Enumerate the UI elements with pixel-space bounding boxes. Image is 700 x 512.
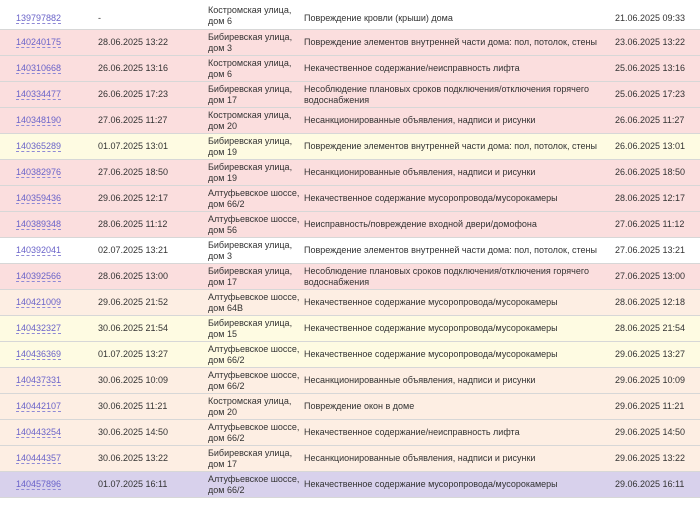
description-cell: Несоблюдение плановых сроков подключения/отключения горячего водоснабжения	[304, 265, 589, 287]
created-date-cell: 27.06.2025 18:50	[98, 167, 169, 177]
due-date-cell: 29.06.2025 11:21	[615, 401, 685, 411]
address-cell: Алтуфьевское шоссе, дом 66/2	[208, 421, 300, 443]
table-row	[0, 134, 700, 160]
due-date-cell: 28.06.2025 12:17	[615, 193, 686, 203]
request-id-link[interactable]: 140359436	[16, 193, 62, 203]
due-date-cell: 23.06.2025 13:22	[615, 37, 686, 47]
due-date-cell: 29.06.2025 14:50	[615, 427, 686, 437]
due-date-cell: 26.06.2025 11:27	[615, 115, 685, 125]
description-cell: Несанкционированные объявления, надписи и рисунки	[304, 375, 536, 385]
request-id-cell	[16, 316, 92, 341]
description-cell: Некачественное содержание мусоропровода/мусорокамеры	[304, 479, 558, 489]
address-cell: Бибиревская улица, дом 17	[208, 265, 293, 287]
created-date-cell: -	[98, 13, 101, 23]
due-date-cell: 28.06.2025 12:18	[615, 297, 686, 307]
request-id-link[interactable]: 140382976	[16, 167, 62, 177]
request-id-cell	[16, 108, 92, 133]
table-row	[0, 472, 700, 498]
created-date-cell: 30.06.2025 13:22	[98, 453, 169, 463]
request-id-link[interactable]: 140392041	[16, 245, 62, 255]
created-date-cell: 26.06.2025 13:16	[98, 63, 169, 73]
table-row	[0, 160, 700, 186]
request-id-cell	[16, 342, 92, 367]
table-row	[0, 82, 700, 108]
created-date-cell: 29.06.2025 21:52	[98, 297, 169, 307]
address-cell: Костромская улица, дом 6	[208, 5, 292, 26]
due-date-cell: 27.06.2025 13:21	[615, 245, 686, 255]
description-cell: Повреждение элементов внутренней части дома: пол, потолок, стены	[304, 245, 597, 255]
request-id-link[interactable]: 140365289	[16, 141, 62, 151]
due-date-cell: 26.06.2025 13:01	[615, 141, 686, 151]
address-cell: Бибиревская улица, дом 15	[208, 317, 293, 339]
request-id-link[interactable]: 140432327	[16, 323, 62, 333]
table-row	[0, 108, 700, 134]
created-date-cell: 30.06.2025 11:21	[98, 401, 168, 411]
request-id-link[interactable]: 139797882	[16, 13, 62, 23]
request-id-link[interactable]: 140334477	[16, 89, 62, 99]
description-cell: Некачественное содержание мусоропровода/мусорокамеры	[304, 323, 558, 333]
created-date-cell: 26.06.2025 17:23	[98, 89, 169, 99]
created-date-cell: 28.06.2025 11:12	[98, 219, 168, 229]
description-cell: Некачественное содержание/неисправность лифта	[304, 427, 520, 437]
created-date-cell: 30.06.2025 10:09	[98, 375, 169, 385]
due-date-cell: 29.06.2025 13:27	[615, 349, 686, 359]
address-cell: Алтуфьевское шоссе, дом 64В	[208, 291, 300, 313]
description-cell: Некачественное содержание/неисправность лифта	[304, 63, 520, 73]
address-cell: Алтуфьевское шоссе, дом 56	[208, 213, 300, 235]
request-id-link[interactable]: 140444357	[16, 453, 62, 463]
table-row	[0, 238, 700, 264]
description-cell: Несанкционированные объявления, надписи и рисунки	[304, 115, 536, 125]
created-date-cell: 30.06.2025 21:54	[98, 323, 169, 333]
address-cell: Бибиревская улица, дом 17	[208, 83, 293, 105]
request-id-cell	[16, 30, 92, 55]
table-row	[0, 212, 700, 238]
description-cell: Повреждение элементов внутренней части дома: пол, потолок, стены	[304, 141, 597, 151]
table-row	[0, 342, 700, 368]
due-date-cell: 25.06.2025 17:23	[615, 89, 686, 99]
address-cell: Алтуфьевское шоссе, дом 66/2	[208, 187, 300, 209]
table-row	[0, 30, 700, 56]
description-cell: Неисправность/повреждение входной двери/домофона	[304, 219, 537, 229]
description-cell: Повреждение кровли (крыши) дома	[304, 13, 453, 23]
request-id-cell	[16, 212, 92, 237]
address-cell: Костромская улица, дом 20	[208, 109, 292, 131]
request-id-link[interactable]: 140240175	[16, 37, 62, 47]
request-id-cell	[16, 446, 92, 471]
request-id-cell	[16, 264, 92, 289]
table-row	[0, 420, 700, 446]
request-id-cell	[16, 160, 92, 185]
due-date-cell: 29.06.2025 10:09	[615, 375, 686, 385]
due-date-cell: 26.06.2025 18:50	[615, 167, 686, 177]
created-date-cell: 30.06.2025 14:50	[98, 427, 169, 437]
request-id-cell	[16, 186, 92, 211]
created-date-cell: 02.07.2025 13:21	[98, 245, 169, 255]
address-cell: Бибиревская улица, дом 3	[208, 239, 293, 261]
table-row	[0, 56, 700, 82]
table-row	[0, 368, 700, 394]
table-row	[0, 446, 700, 472]
created-date-cell: 01.07.2025 16:11	[98, 479, 168, 489]
request-id-cell	[16, 82, 92, 107]
request-id-link[interactable]: 140443254	[16, 427, 62, 437]
address-cell: Бибиревская улица, дом 19	[208, 135, 293, 157]
request-id-cell	[16, 134, 92, 159]
address-cell: Алтуфьевское шоссе, дом 66/2	[208, 369, 300, 391]
description-cell: Несанкционированные объявления, надписи и рисунки	[304, 453, 536, 463]
table-row	[0, 186, 700, 212]
request-id-link[interactable]: 140457896	[16, 479, 62, 489]
description-cell: Повреждение окон в доме	[304, 401, 415, 411]
table-row	[0, 264, 700, 290]
request-id-cell	[16, 368, 92, 393]
address-cell: Бибиревская улица, дом 17	[208, 447, 293, 469]
created-date-cell: 27.06.2025 11:27	[98, 115, 168, 125]
request-id-link[interactable]: 140436369	[16, 349, 62, 359]
table-row	[0, 290, 700, 316]
request-id-cell	[16, 56, 92, 81]
description-cell: Несоблюдение плановых сроков подключения/отключения горячего водоснабжения	[304, 83, 589, 105]
table-row	[0, 316, 700, 342]
due-date-cell: 28.06.2025 21:54	[615, 323, 686, 333]
address-cell: Алтуфьевское шоссе, дом 66/2	[208, 473, 300, 495]
request-id-cell	[16, 290, 92, 315]
description-cell: Некачественное содержание мусоропровода/мусорокамеры	[304, 297, 558, 307]
request-id-link[interactable]: 140348190	[16, 115, 62, 125]
created-date-cell: 28.06.2025 13:00	[98, 271, 169, 281]
request-id-link[interactable]: 140421009	[16, 297, 62, 307]
due-date-cell: 29.06.2025 13:22	[615, 453, 686, 463]
request-id-link[interactable]: 140310668	[16, 63, 62, 73]
address-cell: Костромская улица, дом 20	[208, 395, 292, 417]
request-id-cell	[16, 394, 92, 419]
due-date-cell: 27.06.2025 11:12	[615, 219, 685, 229]
due-date-cell: 21.06.2025 09:33	[615, 13, 686, 23]
request-id-link[interactable]: 140442107	[16, 401, 62, 411]
request-id-cell	[16, 420, 92, 445]
table-row	[0, 0, 700, 30]
description-cell: Некачественное содержание мусоропровода/мусорокамеры	[304, 193, 558, 203]
created-date-cell: 01.07.2025 13:27	[98, 349, 169, 359]
due-date-cell: 29.06.2025 16:11	[615, 479, 685, 489]
request-id-link[interactable]: 140392566	[16, 271, 62, 281]
request-id-cell	[16, 472, 92, 497]
created-date-cell: 29.06.2025 12:17	[98, 193, 169, 203]
address-cell: Костромская улица, дом 6	[208, 57, 292, 79]
request-id-cell	[16, 0, 92, 29]
description-cell: Несанкционированные объявления, надписи и рисунки	[304, 167, 536, 177]
table-row	[0, 394, 700, 420]
created-date-cell: 01.07.2025 13:01	[98, 141, 169, 151]
created-date-cell: 28.06.2025 13:22	[98, 37, 169, 47]
request-id-link[interactable]: 140437331	[16, 375, 62, 385]
address-cell: Бибиревская улица, дом 3	[208, 31, 293, 53]
description-cell: Некачественное содержание мусоропровода/мусорокамеры	[304, 349, 558, 359]
request-id-link[interactable]: 140389348	[16, 219, 62, 229]
due-date-cell: 27.06.2025 13:00	[615, 271, 686, 281]
address-cell: Бибиревская улица, дом 19	[208, 161, 293, 183]
description-cell: Повреждение элементов внутренней части дома: пол, потолок, стены	[304, 37, 597, 47]
address-cell: Алтуфьевское шоссе, дом 66/2	[208, 343, 300, 365]
due-date-cell: 25.06.2025 13:16	[615, 63, 686, 73]
request-id-cell	[16, 238, 92, 263]
